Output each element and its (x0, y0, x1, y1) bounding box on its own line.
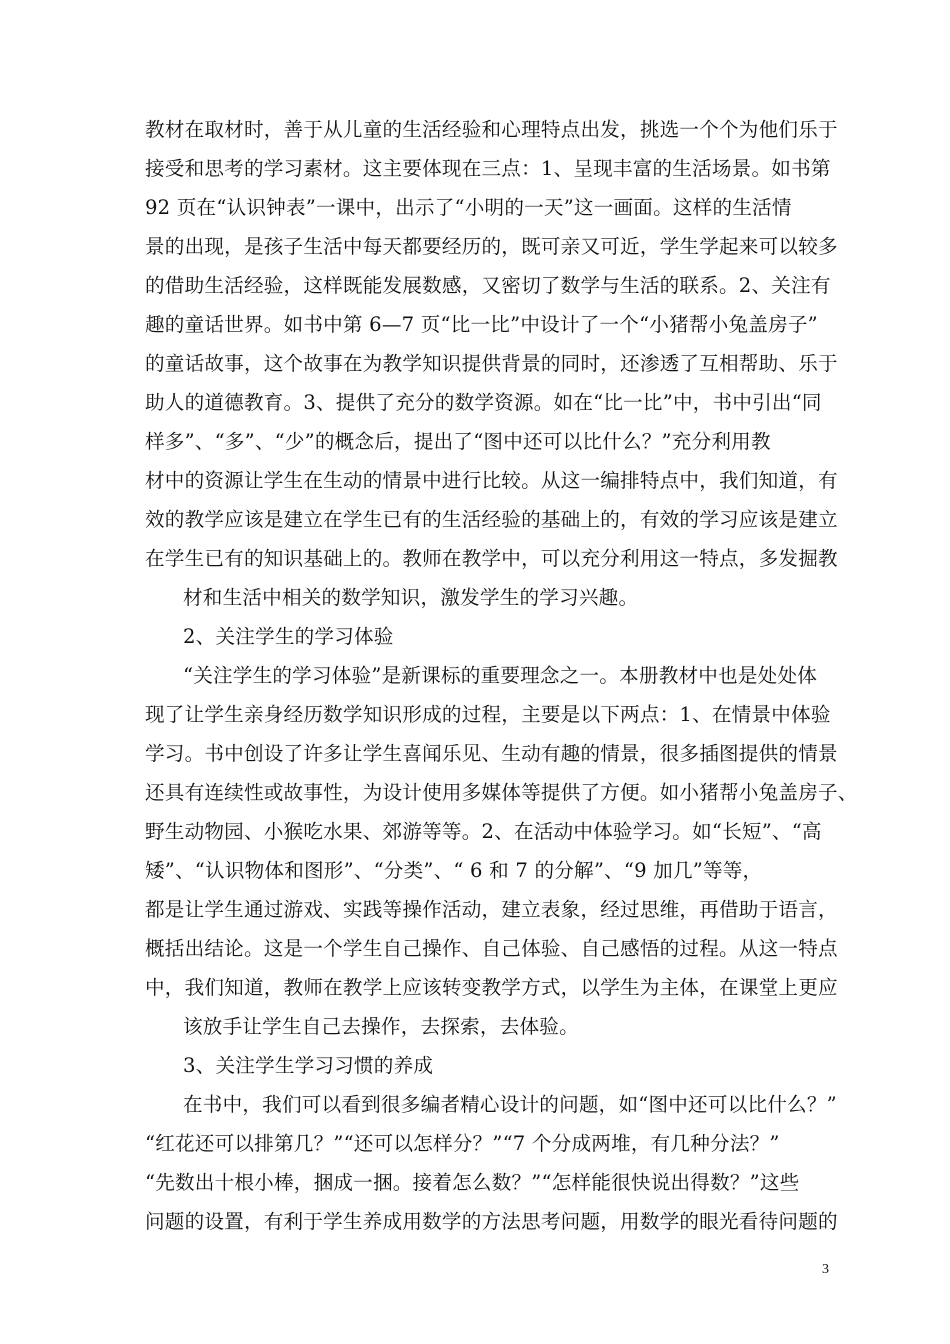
text-line: 效的教学应该是建立在学生已有的生活经验的基础上的，有效的学习应该是建立 (145, 508, 838, 531)
text-line: “红花还可以排第几？”“还可以怎样分？”“7 个分成两堆，有几种分法？” (145, 1132, 780, 1155)
text-line: 助人的道德教育。3、提供了充分的数学资源。如在“比一比”中，书中引出“同 (145, 391, 822, 414)
text-line: 在学生已有的知识基础上的。教师在教学中，可以充分利用这一特点，多发掘教 (145, 547, 838, 570)
text-line: 趣的童话世界。如书中第 6—7 页“比一比”中设计了一个“小猪帮小兔盖房子” (145, 313, 818, 336)
text-line: 矮”、“认识物体和图形”、“分类”、“ 6 和 7 的分解”、“9 加几”等等， (145, 859, 763, 882)
text-line: 该放手让学生自己去操作，去探索，去体验。 (183, 1015, 579, 1038)
text-line: 问题的设置，有利于学生养成用数学的方法思考问题，用数学的眼光看待问题的 (145, 1210, 838, 1233)
text-line: 都是让学生通过游戏、实践等操作活动，建立表象，经过思维，再借助于语言， (145, 898, 838, 921)
text-line: 材中的资源让学生在生动的情景中进行比较。从这一编排特点中，我们知道，有 (145, 469, 838, 492)
section-heading: 3、关注学生学习习惯的养成 (183, 1054, 434, 1077)
text-line: 的借助生活经验，这样既能发展数感，又密切了数学与生活的联系。2、关注有 (145, 274, 831, 297)
text-line: 现了让学生亲身经历数学知识形成的过程，主要是以下两点：1、在情景中体验 (145, 703, 831, 726)
text-line: 景的出现，是孩子生活中每天都要经历的，既可亲又可近，学生学起来可以较多 (145, 235, 838, 258)
text-line: 的童话故事，这个故事在为教学知识提供背景的同时，还渗透了互相帮助、乐于 (145, 352, 838, 375)
text-line: 还具有连续性或故事性，为设计使用多媒体等提供了方便。如小猪帮小兔盖房子、 (145, 781, 858, 804)
text-line: “先数出十根小棒，捆成一捆。接着怎么数？”“怎样能很快说出得数？”这些 (145, 1171, 800, 1194)
text-line: 接受和思考的学习素材。这主要体现在三点：1、呈现丰富的生活场景。如书第 (145, 157, 831, 180)
text-line: 样多”、“多”、“少”的概念后，提出了“图中还可以比什么？”充分利用教 (145, 430, 771, 453)
text-line: 材和生活中相关的数学知识，激发学生的学习兴趣。 (183, 586, 639, 609)
text-line: 中，我们知道，教师在教学上应该转变教学方式，以学生为主体，在课堂上更应 (145, 976, 838, 999)
text-line: 概括出结论。这是一个学生自己操作、自己体验、自己感悟的过程。从这一特点 (145, 937, 838, 960)
text-line: 92 页在“认识钟表”一课中，出示了“小明的一天”这一画面。这样的生活情 (145, 196, 792, 219)
page-number: 3 (822, 1262, 829, 1277)
text-line: 野生动物园、小猴吃水果、郊游等等。2、在活动中体验学习。如“长短”、“高 (145, 820, 822, 843)
section-heading: 2、关注学生的学习体验 (183, 625, 394, 648)
text-line: 教材在取材时，善于从儿童的生活经验和心理特点出发，挑选一个个为他们乐于 (145, 118, 838, 141)
text-line: 学习。书中创设了许多让学生喜闻乐见、生动有趣的情景，很多插图提供的情景 (145, 742, 838, 765)
text-line: 在书中，我们可以看到很多编者精心设计的问题，如“图中还可以比什么？” (183, 1093, 837, 1116)
text-line: “关注学生的学习体验”是新课标的重要理念之一。本册教材中也是处处体 (183, 664, 818, 687)
